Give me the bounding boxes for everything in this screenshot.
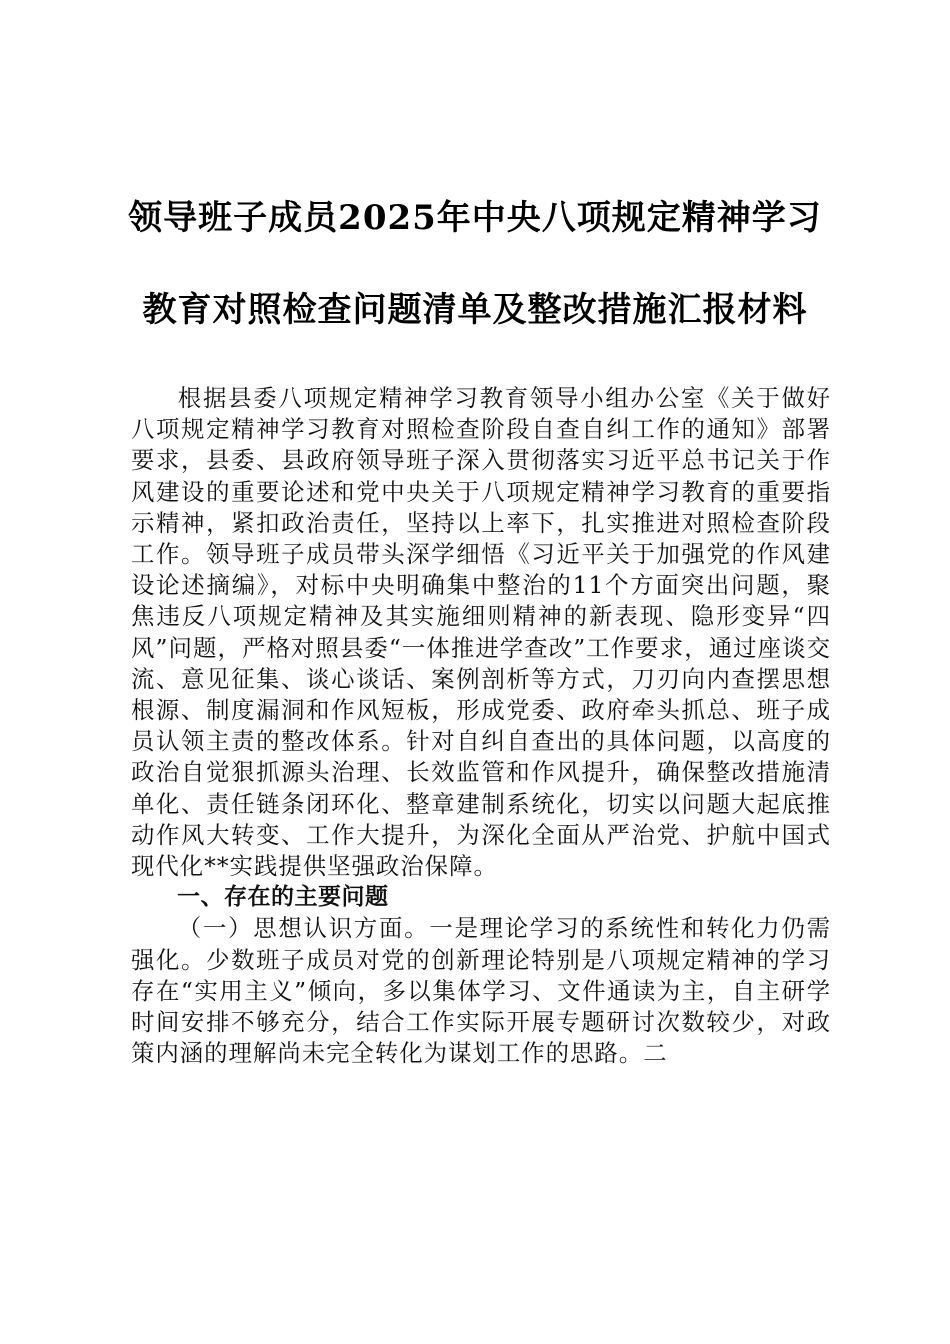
document-title-line-1: 领导班子成员2025年中央八项规定精神学习 bbox=[128, 198, 822, 238]
intro-paragraph: 根据县委八项规定精神学习教育领导小组办公室《关于做好八项规定精神学习教育对照检查阶段自查自纠工作的通知》部署要求，县委、县政府领导班子深入贯彻落实习近平总书记关于作风建设的重要论述和党中央关于八项规定精神学习教育的重要指示精神，紧扣政治责任，坚持以上率下，扎实推进对照检查阶段工作。领导班子成员带头深学细悟《习近平关于加强党的作风建设论述摘编》，对标中央明确集中整治的11个方面突出问题，聚焦违反八项规定精神及其实施细则精神的新表现、隐形变异“四风”问题，严格对照县委“一体推进学查改”工作要求，通过座谈交流、意见征集、谈心谈话、案例剖析等方式，刀刃向内查摆思想根源、制度漏洞和作风短板，形成党委、政府牵头抓总、班子成员认领主责的整改体系。针对自纠自查出的具体问题，以高度的政治自觉狠抓源头治理、长效监管和作风提升，确保整改措施清单化、责任链条闭环化、整章建制系统化，切实以问题大起底推动作风大转变、工作大提升，为深化全面从严治党、护航中国式现代化**实践提供坚强政治保障。 bbox=[131, 384, 831, 881]
document-body bbox=[131, 383, 831, 1069]
section-paragraph: （一）思想认识方面。一是理论学习的系统性和转化力仍需强化。少数班子成员对党的创新理论特别是八项规定精神的学习存在“实用主义”倾向，多以集体学习、文件通读为主，自主研学时间安排不够充分，结合工作实际开展专题研讨次数较少，对政策内涵的理解尚未完全转化为谋划工作的思路。二 bbox=[131, 914, 831, 1068]
document-title-line-2: 教育对照检查问题清单及整改措施汇报材料 bbox=[142, 290, 808, 330]
section-heading: 一、存在的主要问题 bbox=[177, 884, 389, 911]
